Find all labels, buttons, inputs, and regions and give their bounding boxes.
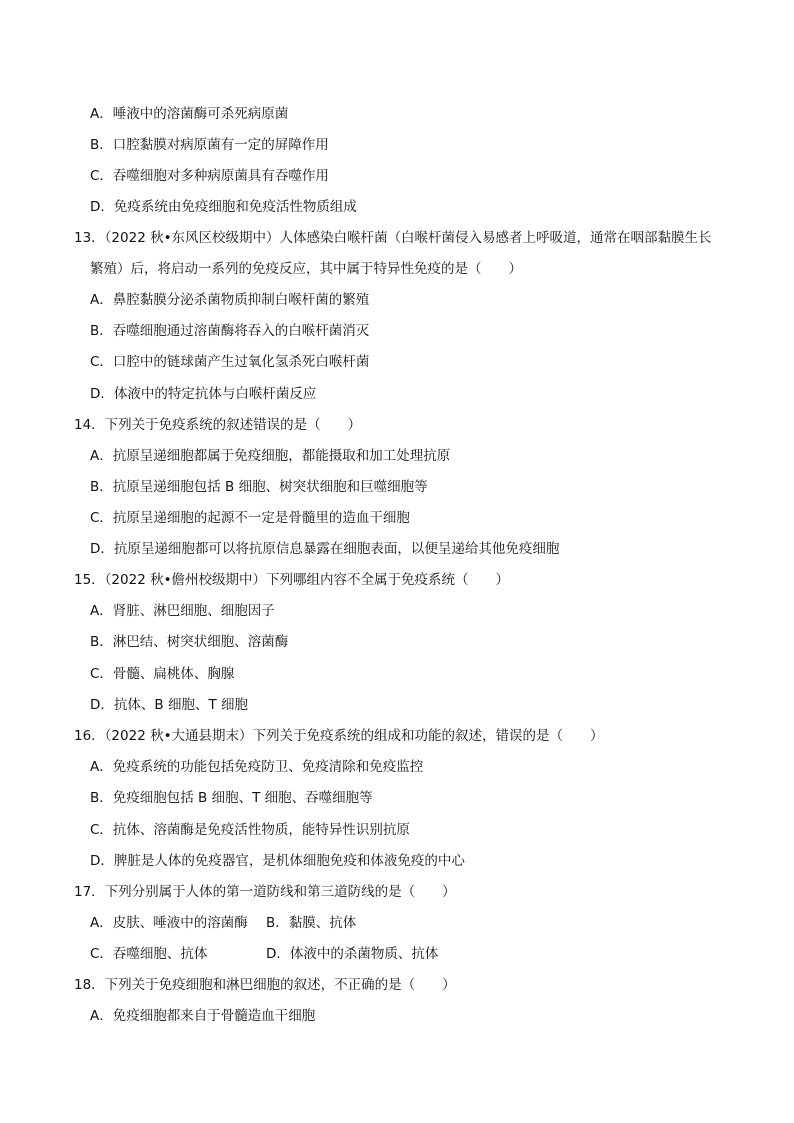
q12-option-d: D．免疫系统由免疫细胞和免疫活性物质组成: [90, 199, 357, 215]
q17-option-b: B．黏膜、抗体: [266, 915, 357, 931]
q17-options-row1: [90, 913, 356, 933]
q12-option-a: A．唾液中的溶菌酶可杀死病原菌: [90, 106, 289, 122]
q13-option-c: C．口腔中的链球菌产生过氧化氢杀死白喉杆菌: [90, 354, 370, 370]
q16-option-b: B．免疫细胞包括 B 细胞、T 细胞、吞噬细胞等: [90, 790, 373, 806]
q17-stem: 17．下列分别属于人体的第一道防线和第三道防线的是（ ）: [74, 884, 456, 900]
q16-option-a: A．免疫系统的功能包括免疫防卫、免疫清除和免疫监控: [90, 759, 424, 775]
q17-option-d: D．体液中的杀菌物质、抗体: [266, 946, 439, 962]
q13-option-a: A．鼻腔黏膜分泌杀菌物质抑制白喉杆菌的繁殖: [90, 292, 370, 308]
q13-option-b: B．吞噬细胞通过溶菌酶将吞入的白喉杆菌消灭: [90, 323, 370, 339]
q15-option-b: B．淋巴结、树突状细胞、溶菌酶: [90, 634, 289, 650]
q12-option-b: B．口腔黏膜对病原菌有一定的屏障作用: [90, 137, 329, 153]
q13-stem-line2: 繁殖）后，将启动一系列的免疫反应，其中属于特异性免疫的是（ ）: [90, 261, 522, 277]
q17-option-c: C．吞噬细胞、抗体: [90, 946, 208, 962]
q14-option-d: D．抗原呈递细胞都可以将抗原信息暴露在细胞表面，以便呈递给其他免疫细胞: [90, 541, 560, 557]
q13-option-d: D．体液中的特定抗体与白喉杆菌反应: [90, 386, 317, 402]
q16-option-c: C．抗体、溶菌酶是免疫活性物质，能特异性识别抗原: [90, 822, 410, 838]
q16-option-d: D．脾脏是人体的免疫器官，是机体细胞免疫和体液免疫的中心: [90, 853, 465, 869]
q15-option-a: A．肾脏、淋巴细胞、细胞因子: [90, 603, 275, 619]
q18-option-a: A．免疫细胞都来自于骨髓造血干细胞: [90, 1008, 316, 1024]
q14-option-b: B．抗原呈递细胞包括 B 细胞、树突状细胞和巨噬细胞等: [90, 479, 428, 495]
q14-stem: 14．下列关于免疫系统的叙述错误的是（ ）: [74, 417, 362, 433]
q17-option-a: A．皮肤、唾液中的溶菌酶: [90, 915, 248, 931]
q18-stem: 18．下列关于免疫细胞和淋巴细胞的叙述，不正确的是（ ）: [74, 977, 456, 993]
q15-option-d: D．抗体、B 细胞、T 细胞: [90, 697, 248, 713]
q13-stem-line1: 13．（2022 秋•东风区校级期中）人体感染白喉杆菌（白喉杆菌侵入易感者上呼吸道，通常在咽部黏膜生长: [74, 230, 712, 246]
q17-options-row2: [90, 944, 438, 964]
q16-stem: 16．（2022 秋•大通县期末）下列关于免疫系统的组成和功能的叙述，错误的是（ ）: [74, 728, 604, 744]
q12-option-c: C．吞噬细胞对多种病原菌具有吞噬作用: [90, 168, 329, 184]
q15-stem: 15．（2022 秋•儋州校级期中）下列哪组内容不全属于免疫系统（ ）: [74, 572, 510, 588]
q15-option-c: C．骨髓、扁桃体、胸腺: [90, 666, 235, 682]
q14-option-a: A．抗原呈递细胞都属于免疫细胞，都能摄取和加工处理抗原: [90, 448, 451, 464]
q14-option-c: C．抗原呈递细胞的起源不一定是骨髓里的造血干细胞: [90, 510, 410, 526]
